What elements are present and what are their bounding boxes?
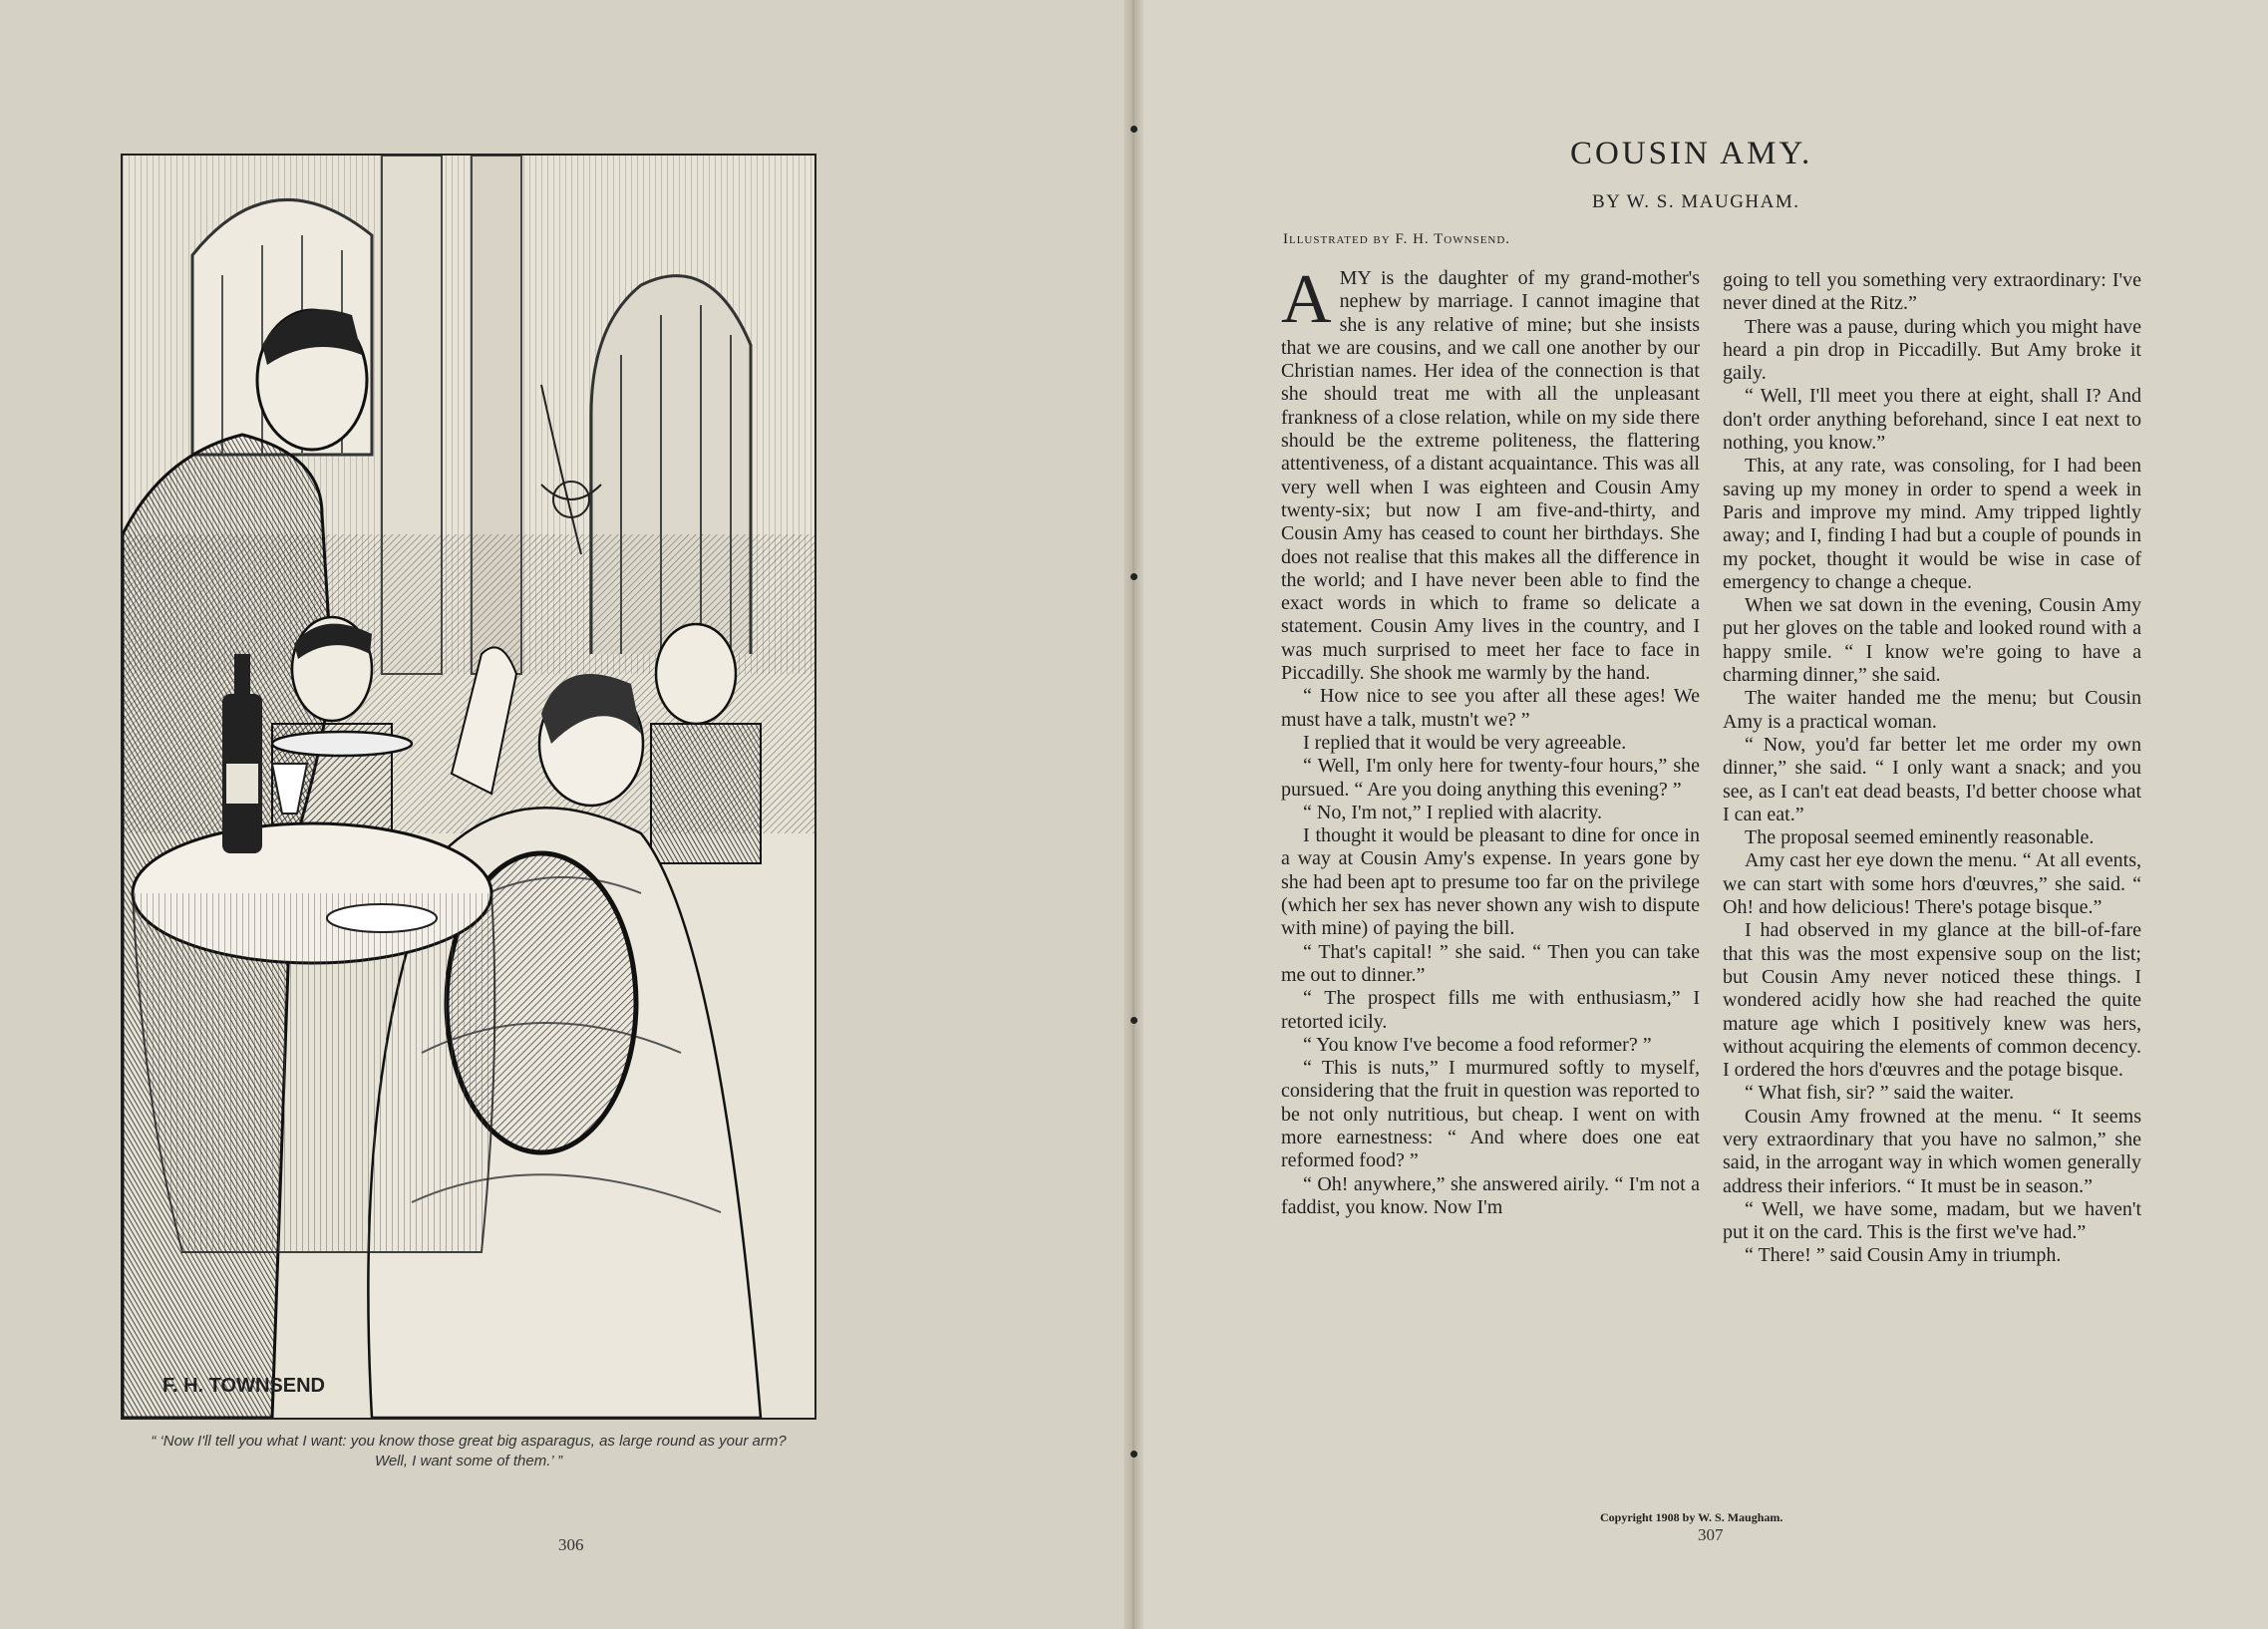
paragraph-text: going to tell you something very extraordinary: I've never dined at the Ritz.”	[1723, 269, 2141, 315]
paragraph	[1281, 1173, 1700, 1220]
paragraph	[1723, 849, 2141, 919]
drop-cap: A	[1281, 261, 1332, 338]
paragraph-text: The proposal seemed eminently reasonable.	[1745, 826, 2095, 849]
paragraph	[1281, 261, 1700, 685]
copyright-notice: Copyright 1908 by W. S. Maugham.	[1600, 1510, 1783, 1524]
page-number-left: 306	[558, 1535, 584, 1554]
binding-hole	[1131, 573, 1137, 580]
paragraph	[1723, 455, 2141, 594]
paragraph-text: “ Well, I'm only here for twenty-four hours,” she pursued. “ Are you doing anything this evening? ”	[1281, 755, 1700, 801]
paragraph-text: I had observed in my glance at the bill-of-fare that this was the most expensive soup on the list; but Cousin Amy never noticed these things. I wondered acidly how she had reached the quite mature age which I positively knew was hers, without acquiring the elements of common decency. I ordered the hors d'œuvres and the potage bisque.	[1723, 919, 2141, 1082]
paragraph	[1281, 941, 1700, 988]
paragraph	[1281, 732, 1700, 755]
paragraph	[1723, 826, 2141, 849]
paragraph	[1281, 1057, 1700, 1172]
paragraph-text: “ How nice to see you after all these ages! We must have a talk, mustn't we? ”	[1281, 685, 1700, 731]
paragraph-text: I replied that it would be very agreeable.	[1303, 731, 1627, 754]
paragraph-text: MY is the daughter of my grand-mother's nephew by marriage. I cannot imagine that she is any relative of mine; but she insists that we are cousins, and we call one another by our Christian names. Her idea of the connection is that she should treat me with all the unpleasant frankness of a close relation, while on my side there should be the extreme politeness, the flattering attentiveness, of a distant acquaintance. This was all very well when I was eighteen and Cousin Amy twenty-six; but now I am five-and-thirty, and Cousin Amy has ceased to count her birthdays. She does not realise that this makes all the difference in the world; and I have never been able to find the exact words in which to frame so delicate a statement. Cousin Amy lives in the country, and I was much surprised to meet her face to face in Piccadilly. She shook me warmly by the hand.	[1281, 267, 1700, 685]
text-column-right	[1723, 269, 2141, 1268]
text-column-left	[1281, 261, 1700, 1219]
paragraph-text: “ The prospect fills me with enthusiasm,” I retorted icily.	[1281, 987, 1700, 1033]
paragraph-text: “ That's capital! ” she said. “ Then you can take me out to dinner.”	[1281, 940, 1700, 986]
story-title: COUSIN AMY.	[1570, 136, 1813, 171]
paragraph	[1723, 316, 2141, 386]
paragraph-text: This, at any rate, was consoling, for I had been saving up my money in order to spend a week in Paris and improve my mind. Amy tripped lightly away; and I, finding I had but a couple of pounds in my pocket, thought it would be wise in case of emergency to change a cheque.	[1723, 455, 2141, 593]
paragraph-text: “ No, I'm not,” I replied with alacrity.	[1303, 801, 1602, 823]
paragraph	[1281, 987, 1700, 1034]
paragraph-text: “ Now, you'd far better let me order my own dinner,” she said. “ I only want a snack; and you see, as I can't eat dead beasts, I'd better choose what I can eat.”	[1723, 733, 2141, 825]
caption-line: “ ‘Now I'll tell you what I want: you know those great big asparagus, as large round as your arm?	[151, 1433, 787, 1450]
paragraph	[1723, 1198, 2141, 1245]
paragraph	[1723, 1082, 2141, 1105]
paragraph-text: “ There! ” said Cousin Amy in triumph.	[1745, 1244, 2062, 1267]
paragraph	[1281, 802, 1700, 824]
paragraph	[1281, 1034, 1700, 1057]
illustration-caption	[121, 1432, 816, 1471]
paragraph	[1723, 687, 2141, 734]
illustration-drawing	[123, 156, 814, 1418]
paragraph-text: “ You know I've become a food reformer? ”	[1303, 1033, 1652, 1056]
paragraph-text: “ Well, I'll meet you there at eight, shall I? And don't order anything beforehand, since I eat next to nothing, you know.”	[1723, 385, 2141, 455]
artist-signature: F. H. TOWNSEND	[162, 1375, 325, 1397]
paragraph-text: Cousin Amy frowned at the menu. “ It seems very extraordinary that you have no salmon,” she said, in the arrogant way in which women generally address their inferiors. “ It must be in season.”	[1723, 1105, 2141, 1197]
paragraph	[1723, 385, 2141, 455]
illustration-restaurant-scene	[121, 154, 816, 1420]
paragraph	[1723, 594, 2141, 687]
paragraph	[1723, 1244, 2141, 1267]
paragraph-text: “ Oh! anywhere,” she answered airily. “ I'm not a faddist, you know. Now I'm	[1281, 1172, 1700, 1218]
paragraph-text: The waiter handed me the menu; but Cousin Amy is a practical woman.	[1723, 687, 2141, 733]
binding-hole	[1131, 1017, 1137, 1024]
paragraph-text: Amy cast her eye down the menu. “ At all events, we can start with some hors d'œuvres,” she said. “ Oh! and how delicious! There's potage bisque.”	[1723, 849, 2141, 919]
illustrator-credit: Illustrated by F. H. Townsend.	[1283, 231, 1511, 247]
paragraph	[1723, 1106, 2141, 1198]
page-number-right: 307	[1698, 1525, 1724, 1544]
paragraph	[1281, 685, 1700, 732]
binding-hole	[1131, 126, 1137, 133]
caption-line: Well, I want some of them.’ ”	[374, 1453, 563, 1469]
paragraph-text: There was a pause, during which you might have heard a pin drop in Piccadilly. But Amy broke it gaily.	[1723, 315, 2141, 385]
paragraph	[1723, 269, 2141, 316]
gutter	[1124, 0, 1143, 1629]
author-byline: BY W. S. MAUGHAM.	[1592, 191, 1800, 212]
paragraph-text: “ This is nuts,” I murmured softly to myself, considering that the fruit in question was reported to be not only nutritious, but cheap. I went on with more earnestness: “ And where does one eat reformed food? ”	[1281, 1057, 1700, 1172]
paragraph	[1281, 824, 1700, 940]
paragraph	[1723, 734, 2141, 826]
paragraph-text: “ Well, we have some, madam, but we haven't put it on the card. This is the first we've had.”	[1723, 1197, 2141, 1244]
binding-hole	[1131, 1451, 1137, 1458]
paragraph	[1281, 755, 1700, 802]
paragraph	[1723, 919, 2141, 1082]
paragraph-text: When we sat down in the evening, Cousin Amy put her gloves on the table and looked round with a happy smile. “ I know we're going to have a charming dinner,” she said.	[1723, 594, 2141, 687]
paragraph-text: “ What fish, sir? ” said the waiter.	[1745, 1082, 2015, 1105]
paragraph-text: I thought it would be pleasant to dine for once in a way at Cousin Amy's expense. In years gone by she had been apt to presume too far on the privilege (which her sex has never shown any wish to dispute with mine) of paying the bill.	[1281, 824, 1700, 940]
